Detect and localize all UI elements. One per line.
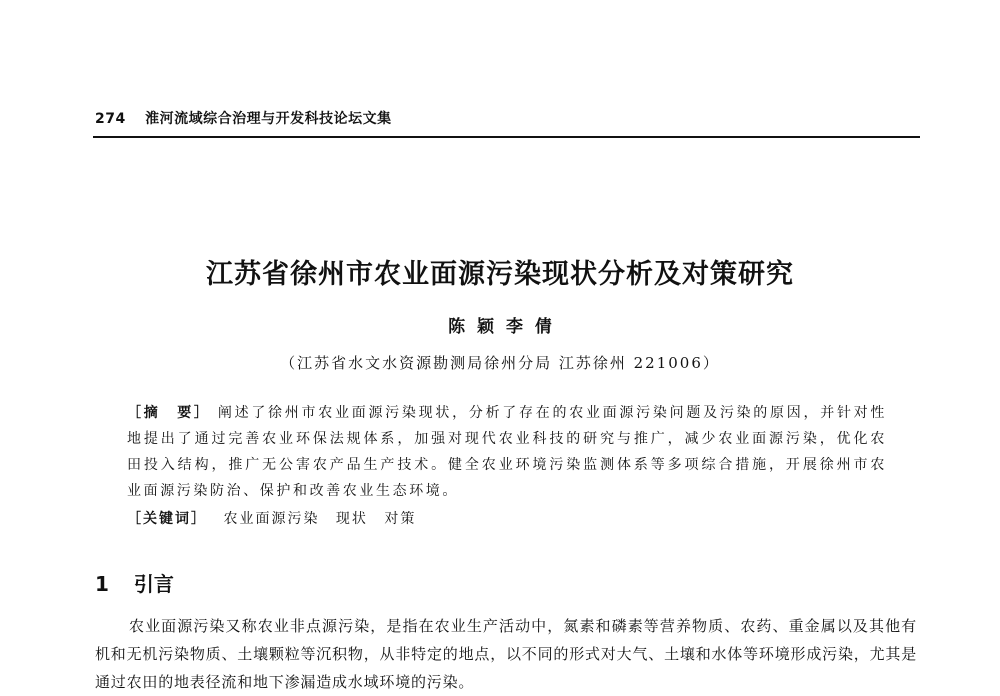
abstract-label: ［摘 要］ — [127, 405, 211, 421]
abstract — [127, 400, 887, 504]
keywords-label: ［关键词］ — [127, 511, 207, 527]
abstract-text: 阐述了徐州市农业面源污染现状，分析了存在的农业面源污染问题及污染的原因，并针对性地提出了通过完善农业环保法规体系，加强对现代农业科技的研究与推广，减少农业面源污染，优化农田投入结构，推广无公害农产品生产技术。健全农业环境污染监测体系等多项综合措施，开展徐州市农业面源污染防治、保护和改善农业生态环境。 — [127, 405, 888, 499]
header-rule — [93, 136, 920, 138]
section-heading — [95, 568, 174, 597]
body-paragraph: 农业面源污染又称农业非点源污染，是指在农业生产活动中，氮素和磷素等营养物质、农药、重金属以及其他有机和无机污染物质、土壤颗粒等沉积物，从非特定的地点，以不同的形式对大气、土壤和水体等环境形成污染，尤其是通过农田的地表径流和地下渗漏造成水域环境的污染。 — [95, 617, 917, 691]
keywords — [127, 508, 416, 528]
section-title: 引言 — [133, 572, 174, 596]
page-number: 274 — [95, 111, 126, 127]
paper-authors: 陈 颖 李 倩 — [448, 317, 552, 337]
running-head — [95, 108, 920, 128]
keyword: 现状 — [335, 511, 368, 527]
keyword: 农业面源污染 — [223, 511, 320, 527]
section-number: 1 — [95, 572, 109, 596]
paper-affiliation: （江苏省水文水资源勘测局徐州分局 江苏徐州 221006） — [280, 354, 720, 372]
journal-title: 淮河流域综合治理与开发科技论坛文集 — [145, 111, 392, 127]
keyword: 对策 — [384, 511, 417, 527]
paper-title: 江苏省徐州市农业面源污染现状分析及对策研究 — [206, 259, 794, 290]
